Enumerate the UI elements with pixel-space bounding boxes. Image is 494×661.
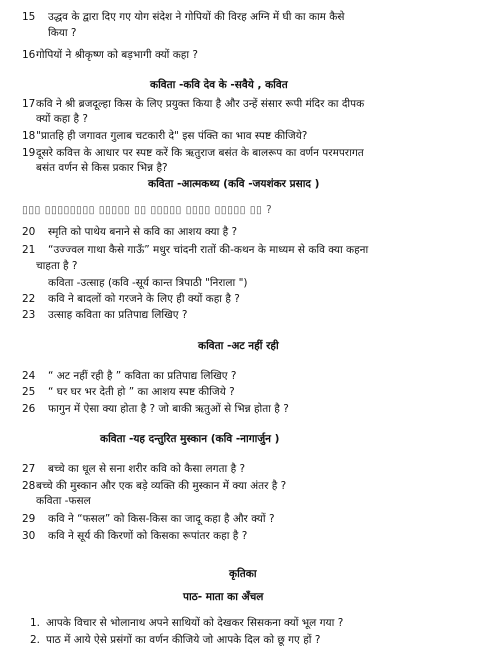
section-heading-muskan: कविता -यह दन्तुरित मुस्कान (कवि -नागार्जुन ) bbox=[100, 433, 280, 445]
question-text: बच्चे की मुस्कान और एक बड़े व्यक्ति की मुस्कान में क्या अंतर है ? bbox=[36, 480, 287, 492]
question-number: 28 bbox=[22, 480, 36, 492]
question-text: उद्धव के द्वारा दिए गए योग संदेश ने गोपियों की विरह अग्नि में घी का काम कैसे bbox=[48, 11, 345, 23]
question-15-continuation: किया ? bbox=[48, 27, 77, 39]
question-number: 24 bbox=[22, 370, 36, 382]
question-text: पाठ में आये ऐसे प्रसंगों का वर्णन कीजिये जो आपके दिल को छू गए हों ? bbox=[46, 634, 321, 646]
question-number: 20 bbox=[22, 226, 36, 238]
question-number: 25 bbox=[22, 386, 36, 398]
question-text: कवि ने श्री ब्रजदूल्हा किस के लिए प्रयुक्त किया है और उन्हें संसार रूपी मंदिर का दीपक bbox=[36, 98, 365, 110]
question-19-continuation: बसंत वर्णन से किस प्रकार भिन्न है? bbox=[36, 162, 168, 174]
question-number: 30 bbox=[22, 530, 36, 542]
question-text: दूसरे कवित्त के आधार पर स्पष्ट करें कि ऋतुराज बसंत के बालरूप का वर्णन परमपरागत bbox=[36, 147, 364, 159]
question-text: कवि ने “फसल” को किस-किस का जादू कहा है और क्यों ? bbox=[48, 513, 275, 525]
lesson-heading-mata-ka-anchal: पाठ- माता का अँचल bbox=[183, 591, 264, 603]
question-number: 2. bbox=[30, 634, 41, 646]
section-heading-att-nahi-rahi: कविता -अट नहीं रही bbox=[198, 340, 279, 352]
question-text: स्मृति को पाथेय बनाने से कवि का आशय क्या है ? bbox=[48, 226, 238, 238]
question-text: "प्रातहि ही जगावत गुलाब चटकारी दे" इस पंक्ति का भाव स्पष्ट कीजिये? bbox=[36, 130, 308, 142]
question-number: 18 bbox=[22, 130, 36, 142]
question-number: 17 bbox=[22, 98, 36, 110]
question-number: 22 bbox=[22, 293, 36, 305]
question-text: कवि ने बादलों को गरजने के लिए ही क्यों कहा है ? bbox=[48, 293, 240, 305]
question-number: 16 bbox=[22, 49, 36, 61]
question-text: कवि ने सूर्य की किरणों को किसका रूपांतर कहा है ? bbox=[48, 530, 248, 542]
question-number: 21 bbox=[22, 244, 36, 256]
question-17-continuation: क्यों कहा है ? bbox=[36, 113, 88, 125]
question-text: आपके विचार से भोलानाथ अपने साथियों को देखकर सिसकना क्यों भूल गया ? bbox=[46, 617, 344, 629]
question-number: 29 bbox=[22, 513, 36, 525]
question-number: 19 bbox=[22, 147, 36, 159]
section-heading-utsah: कविता -उत्साह (कवि -सूर्य कान्त त्रिपाठी "निराला ") bbox=[48, 277, 248, 289]
question-number: 15 bbox=[22, 11, 36, 23]
section-heading-dev: कविता -कवि देव के -सवैये , कवित bbox=[150, 79, 288, 91]
question-text: फागुन में ऐसा क्या होता है ? जो बाकी ऋतुओं से भिन्न होता है ? bbox=[48, 403, 289, 415]
question-21-continuation: चाहता है ? bbox=[36, 260, 78, 272]
question-number: 26 bbox=[22, 403, 36, 415]
question-number: 23 bbox=[22, 309, 36, 321]
question-text: “ अट नहीं रही है ” कविता का प्रतिपाद्य लिखिए ? bbox=[48, 370, 237, 382]
section-heading-kritika: कृतिका bbox=[229, 568, 257, 580]
question-number: 27 bbox=[22, 463, 36, 475]
unrendered-question-line: ▯▯▯ ▯▯▯▯▯▯▯▯ ▯▯▯▯▯ ▯▯ ▯▯▯▯▯ ▯▯▯▯ ▯▯▯▯▯ ▯▯ ? bbox=[22, 204, 273, 216]
section-heading-atmakathya: कविता -आत्मकथ्य (कवि -जयशंकर प्रसाद ) bbox=[148, 178, 320, 190]
question-text: बच्चे का धूल से सना शरीर कवि को कैसा लगता है ? bbox=[48, 463, 246, 475]
question-number: 1. bbox=[30, 617, 41, 629]
question-text: उत्साह कविता का प्रतिपाद्य लिखिए ? bbox=[48, 309, 188, 321]
question-text: “ घर घर भर देती हो ” का आशय स्पष्ट कीजिये ? bbox=[48, 386, 235, 398]
section-heading-fasal: कविता -फसल bbox=[36, 495, 91, 507]
question-text: “उज्ज्वल गाथा कैसे गाऊँ” मधुर चांदनी रातों की-कथन के माध्यम से कवि क्या कहना bbox=[48, 244, 369, 256]
question-text: गोपियों ने श्रीकृष्ण को बड़भागी क्यों कहा ? bbox=[36, 49, 198, 61]
